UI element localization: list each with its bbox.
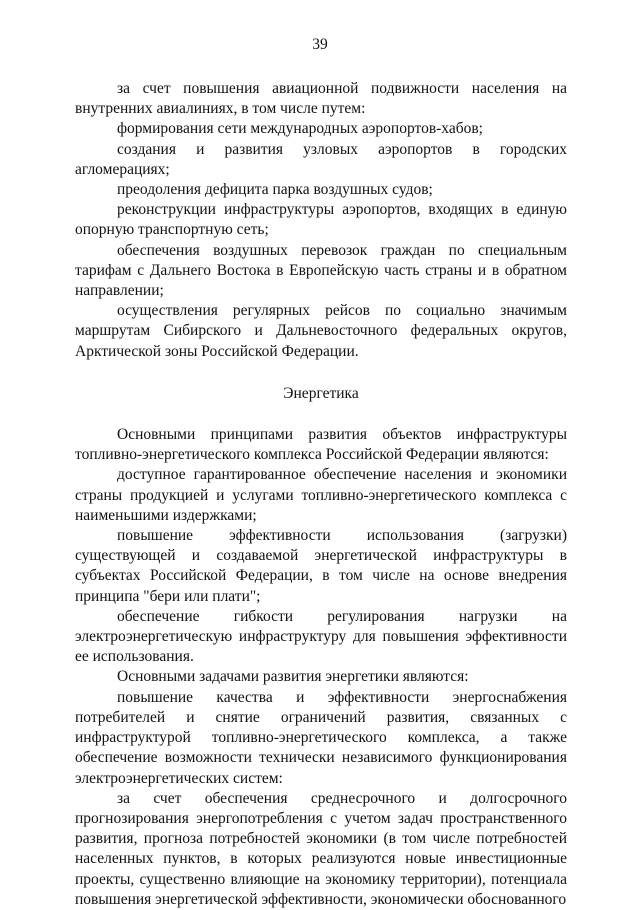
paragraph: за счет повышения авиационной подвижности населения на внутренних авиалиниях, в том числе путем: (75, 80, 567, 118)
section-heading: Энергетика (283, 384, 359, 402)
list-item: осуществления регулярных рейсов по социально значимым маршрутам Сибирского и Дальневосточного федеральных округов, Арктической зоны Российской Федерации. (75, 302, 567, 360)
paragraph: Основными задачами развития энергетики являются: (117, 668, 469, 686)
list-item: создания и развития узловых аэропортов в городских агломерациях; (75, 140, 567, 178)
list-item: реконструкции инфраструктуры аэропортов, входящих в единую опорную транспортную сеть; (75, 201, 567, 239)
list-item: обеспечение гибкости регулирования нагрузки на электроэнергетическую инфраструктуру для повышения эффективности ее использования. (75, 607, 567, 666)
list-item: доступное гарантированное обеспечение населения и экономики страны продукцией и услугами топливно-энергетического комплекса с наименьшими издержками; (75, 466, 567, 524)
list-item: повышение эффективности использования (загрузки) существующей и создаваемой энергетической инфраструктуры в субъектах Российской Федерации, в том числе на основе внедрения принципа "бери или плати"; (75, 527, 567, 605)
page-number: 39 (312, 36, 328, 53)
list-item: формирования сети международных аэропортов-хабов; (117, 120, 483, 138)
list-item: повышение качества и эффективности энергоснабжения потребителей и снятие ограничений развития, связанных с инфраструктурой топливно-энергетического комплекса, а также обеспечение возможности технически независимого функционирования электроэнергетических систем: (75, 688, 567, 787)
list-item: за счет обеспечения среднесрочного и долгосрочного прогнозирования энергопотребления с учетом задач пространственного развития, прогноза потребностей экономики (в том числе потребностей населенных пунктов, в которых реализуются новые инвестиционные проекты, существенно влияющие на экономику территории), потенциала повышения энергетической эффективности, экономически обоснованного (75, 789, 567, 908)
page-body (75, 79, 567, 910)
list-item: преодоления дефицита парка воздушных судов; (117, 181, 433, 199)
paragraph: Основными принципами развития объектов инфраструктуры топливно-энергетического комплекса Российской Федерации являются: (75, 426, 567, 464)
list-item: обеспечения воздушных перевозок граждан по специальным тарифам с Дальнего Востока в Европейскую часть страны и в обратном направлении; (75, 241, 567, 300)
